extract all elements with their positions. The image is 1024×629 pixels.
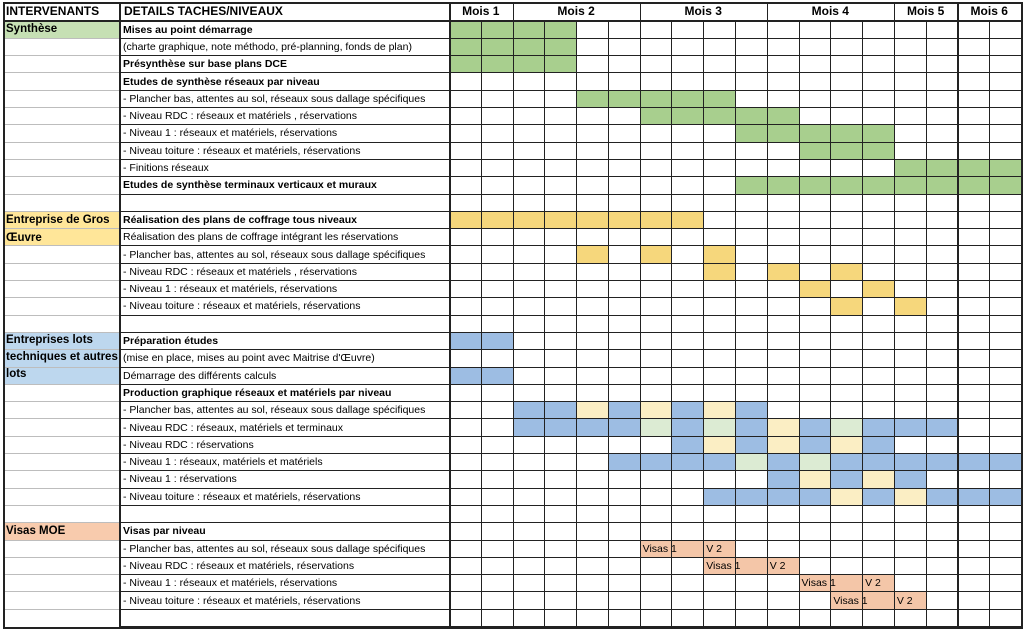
gantt-bar-cell	[513, 38, 545, 55]
task-label: - Niveau RDC : réseaux et matériels , réservations	[123, 110, 357, 123]
gantt-bar-cell	[926, 159, 958, 176]
gantt-bar-cell	[926, 488, 958, 505]
task-label: - Niveau RDC : réseaux et matériels , réservations	[123, 265, 357, 278]
grid-hline	[119, 401, 1021, 402]
gantt-bar-cell	[671, 419, 703, 436]
grid-hline	[3, 453, 119, 454]
grid-vline	[3, 2, 5, 629]
grid-hline	[119, 609, 1021, 610]
gantt-bar-cell	[894, 298, 926, 315]
gantt-bar-cell	[894, 471, 926, 488]
gantt-bar-cell	[608, 90, 640, 107]
task-label: - Niveau RDC : réservations	[123, 438, 254, 451]
gantt-bar-cell	[830, 488, 862, 505]
gantt-bar-cell	[671, 90, 703, 107]
grid-vline	[513, 2, 515, 627]
grid-vline	[926, 21, 927, 627]
gantt-bar-cell	[767, 177, 799, 194]
gantt-bar-cell	[449, 367, 481, 384]
gantt-bar-cell	[608, 419, 640, 436]
grid-hline	[119, 384, 1021, 385]
gantt-bar-cell	[830, 263, 862, 280]
grid-hline	[3, 367, 119, 368]
grid-hline	[119, 194, 1021, 195]
gantt-bar-cell	[735, 402, 767, 419]
grid-hline	[3, 557, 119, 558]
task-label	[120, 316, 448, 332]
gantt-bar-cell	[481, 211, 513, 228]
gantt-bar-cell	[767, 125, 799, 142]
grid-hline	[119, 297, 1021, 298]
month-3-header: Mois 3	[684, 4, 722, 18]
role-gros-oeuvre: Entreprise de Gros Œuvre	[3, 211, 119, 246]
gantt-bar-cell	[449, 332, 481, 349]
gantt-bar-cell	[830, 419, 862, 436]
gantt-bar-cell	[830, 177, 862, 194]
gantt-bar-cell	[862, 125, 894, 142]
gantt-bar-cell	[799, 488, 831, 505]
grid-vline	[576, 21, 577, 627]
grid-vline	[640, 2, 642, 627]
task-label: Visas par niveau	[123, 525, 206, 538]
gantt-bar-cell	[703, 246, 735, 263]
grid-vline	[608, 21, 609, 627]
gantt-bar-cell	[735, 436, 767, 453]
gantt-bar-cell	[862, 419, 894, 436]
gantt-bar-cell	[735, 125, 767, 142]
gantt-bar-cell	[671, 108, 703, 125]
role-visas-moe: Visas MOE	[3, 523, 119, 540]
grid-hline	[119, 540, 1021, 541]
gantt-bar-cell	[671, 454, 703, 471]
grid-hline	[119, 72, 1021, 73]
gantt-bar-cell	[735, 454, 767, 471]
gantt-bar-cell	[640, 90, 672, 107]
gantt-bar-cell	[957, 454, 989, 471]
task-label: - Niveau RDC : réseaux, matériels et terminaux	[123, 421, 343, 434]
role-synthese: Synthèse	[3, 21, 119, 38]
gantt-bar-cell	[926, 419, 958, 436]
grid-vline	[703, 21, 704, 627]
task-label: - Niveau toiture : réseaux et matériels, réservations	[123, 144, 361, 157]
gantt-bar-cell	[449, 211, 481, 228]
grid-hline	[119, 107, 1021, 108]
grid-hline	[3, 228, 119, 229]
gantt-bar-cell	[735, 177, 767, 194]
gantt-bar-cell	[544, 21, 576, 38]
task-label: (charte graphique, note méthodo, pré-planning, fonds de plan)	[123, 40, 412, 53]
grid-hline	[119, 488, 1021, 489]
task-label: - Niveau 1 : réseaux, matériels et matériels	[123, 456, 323, 469]
grid-hline	[3, 263, 119, 264]
gantt-bar-cell	[703, 90, 735, 107]
gantt-bar-cell	[767, 263, 799, 280]
gantt-bar-cell	[640, 419, 672, 436]
gantt-bar-cell	[481, 38, 513, 55]
gantt-bar-cell	[767, 471, 799, 488]
gantt-bar-cell	[544, 419, 576, 436]
task-label: Présynthèse sur base plans DCE	[123, 58, 287, 71]
grid-hline	[3, 194, 119, 195]
gantt-bar-cell	[640, 454, 672, 471]
grid-hline	[3, 38, 119, 39]
gantt-bar-cell	[608, 454, 640, 471]
grid-hline	[119, 280, 1021, 281]
gantt-bar-cell	[481, 56, 513, 73]
gantt-bar-cell	[481, 332, 513, 349]
grid-hline	[119, 418, 1021, 419]
gantt-bar-cell	[449, 56, 481, 73]
gantt-bar-cell	[799, 142, 831, 159]
gantt-bar-cell	[544, 402, 576, 419]
gantt-bar-cell	[799, 454, 831, 471]
visa-bar-label: V 2	[769, 559, 786, 572]
gantt-bar-cell	[894, 488, 926, 505]
grid-hline	[119, 263, 1021, 264]
gantt-bar-cell	[671, 402, 703, 419]
role-lots-techniques: Entreprises lots techniques et autres lots	[3, 332, 119, 384]
task-label	[120, 506, 448, 522]
task-label: Réalisation des plans de coffrage tous niveaux	[123, 213, 357, 226]
grid-vline	[862, 21, 863, 627]
grid-hline	[3, 384, 119, 385]
gantt-bar-cell	[830, 471, 862, 488]
task-label: - Niveau 1 : réseaux et matériels, réservations	[123, 577, 338, 590]
gantt-bar-cell	[735, 488, 767, 505]
task-label: - Plancher bas, attentes au sol, réseaux sous dallage spécifiques	[123, 542, 426, 555]
grid-hline	[3, 574, 119, 575]
task-label: Mises au point démarrage	[123, 23, 253, 36]
gantt-bar-cell	[767, 488, 799, 505]
gantt-bar-cell	[449, 21, 481, 38]
gantt-bar-cell	[830, 436, 862, 453]
grid-hline	[119, 211, 1021, 212]
gantt-bar-cell	[767, 108, 799, 125]
gantt-bar-cell	[799, 125, 831, 142]
grid-hline	[119, 505, 1021, 506]
grid-hline	[3, 245, 119, 246]
gantt-bar-cell	[449, 38, 481, 55]
grid-hline	[119, 557, 1021, 558]
task-label: - Niveau toiture : réseaux et matériels, réservations	[123, 300, 361, 313]
grid-hline	[119, 315, 1021, 316]
grid-hline	[119, 90, 1021, 91]
task-label: Production graphique réseaux et matériels par niveau	[123, 386, 392, 399]
grid-vline	[767, 2, 769, 627]
gantt-bar-cell	[608, 402, 640, 419]
grid-hline	[3, 297, 119, 298]
month-6-header: Mois 6	[970, 4, 1008, 18]
grid-hline	[3, 470, 119, 471]
grid-hline	[3, 401, 119, 402]
grid-hline	[119, 176, 1021, 177]
grid-hline	[3, 332, 119, 333]
gantt-bar-cell	[957, 177, 989, 194]
visa-bar-label: V 2	[865, 577, 881, 590]
gantt-bar-cell	[862, 488, 894, 505]
grid-hline	[3, 418, 119, 419]
grid-hline	[119, 332, 1021, 333]
grid-hline	[3, 72, 119, 73]
task-label: - Niveau toiture : réseaux et matériels, réservations	[123, 594, 361, 607]
gantt-bar-cell	[576, 402, 608, 419]
grid-hline	[119, 142, 1021, 143]
grid-hline	[119, 367, 1021, 368]
month-1-header: Mois 1	[462, 4, 500, 18]
gantt-bar-cell	[767, 436, 799, 453]
gantt-bar-cell	[703, 108, 735, 125]
grid-vline	[735, 21, 736, 627]
grid-hline	[119, 453, 1021, 454]
gantt-bar-cell	[767, 419, 799, 436]
gantt-bar-cell	[544, 56, 576, 73]
grid-vline	[449, 2, 451, 629]
grid-vline	[830, 21, 831, 627]
gantt-bar-cell	[640, 211, 672, 228]
grid-hline	[119, 349, 1021, 350]
gantt-bar-cell	[640, 402, 672, 419]
grid-hline	[119, 159, 1021, 160]
grid-vline	[119, 2, 121, 629]
grid-hline	[3, 591, 119, 592]
gantt-bar-cell	[608, 211, 640, 228]
gantt-bar-cell	[576, 90, 608, 107]
grid-hline	[119, 55, 1021, 56]
gantt-bar-cell	[830, 298, 862, 315]
header-intervenants: INTERVENANTS	[6, 4, 100, 18]
task-label: - Niveau 1 : réseaux et matériels, réservations	[123, 283, 338, 296]
gantt-bar-cell	[926, 454, 958, 471]
grid-vline	[989, 21, 990, 627]
gantt-bar-cell	[862, 177, 894, 194]
task-label: - Niveau 1 : réseaux et matériels, réservations	[123, 127, 338, 140]
gantt-bar-cell	[513, 419, 545, 436]
grid-hline	[3, 107, 119, 108]
task-label	[120, 610, 448, 626]
gantt-bar-cell	[513, 402, 545, 419]
gantt-bar-cell	[703, 402, 735, 419]
header-details: DETAILS TACHES/NIVEAUX	[124, 4, 283, 18]
grid-hline	[3, 349, 119, 350]
grid-hline	[119, 38, 1021, 39]
gantt-bar-cell	[735, 419, 767, 436]
grid-vline	[894, 2, 896, 627]
gantt-bar-cell	[894, 159, 926, 176]
gantt-bar-cell	[640, 246, 672, 263]
gantt-bar-cell	[989, 159, 1021, 176]
gantt-bar-cell	[989, 177, 1021, 194]
grid-vline	[544, 21, 545, 627]
visa-bar-label: V 2	[706, 542, 722, 555]
task-label: Etudes de synthèse terminaux verticaux et muraux	[123, 179, 377, 192]
gantt-bar-cell	[957, 159, 989, 176]
gantt-bar-cell	[703, 419, 735, 436]
gantt-bar-cell	[989, 454, 1021, 471]
gantt-bar-cell	[640, 108, 672, 125]
task-label: - Finitions réseaux	[123, 162, 209, 174]
gantt-bar-cell	[957, 488, 989, 505]
gantt-bar-cell	[894, 419, 926, 436]
task-label: Réalisation des plans de coffrage intégrant les réservations	[123, 231, 399, 244]
gantt-bar-cell	[830, 125, 862, 142]
grid-vline	[671, 21, 672, 627]
gantt-bar-cell	[799, 177, 831, 194]
task-label: Préparation études	[123, 335, 219, 347]
gantt-bar-cell	[767, 454, 799, 471]
grid-hline	[3, 488, 119, 489]
gantt-bar-cell	[862, 281, 894, 298]
gantt-bar-cell	[671, 211, 703, 228]
task-label: - Plancher bas, attentes au sol, réseaux sous dallage spécifiques	[123, 92, 426, 105]
gantt-bar-cell	[513, 56, 545, 73]
task-label: - Niveau toiture : réseaux et matériels, réservations	[123, 490, 361, 503]
gantt-bar-cell	[989, 488, 1021, 505]
gantt-bar-cell	[513, 211, 545, 228]
task-label: (mise en place, mises au point avec Maitrise d'Œuvre)	[123, 352, 375, 365]
gantt-bar-cell	[576, 246, 608, 263]
gantt-bar-cell	[544, 38, 576, 55]
visa-bar-label: Visas 1	[642, 542, 677, 555]
grid-hline	[3, 124, 119, 125]
gantt-bar-cell	[799, 436, 831, 453]
grid-hline	[3, 55, 119, 56]
grid-hline	[3, 159, 119, 160]
grid-hline	[119, 228, 1021, 229]
grid-vline	[957, 2, 959, 627]
gantt-bar-cell	[735, 108, 767, 125]
grid-hline	[3, 142, 119, 143]
month-5-header: Mois 5	[906, 4, 945, 18]
visa-bar-label: Visas 1	[833, 594, 868, 607]
gantt-bar-cell	[926, 177, 958, 194]
gantt-bar-cell	[862, 436, 894, 453]
grid-hline	[119, 245, 1021, 246]
gantt-bar-cell	[830, 142, 862, 159]
grid-hline	[119, 522, 1021, 523]
grid-vline	[481, 21, 482, 627]
gantt-bar-cell	[799, 471, 831, 488]
grid-vline	[1021, 2, 1023, 629]
gantt-bar-cell	[703, 436, 735, 453]
task-label: Démarrage des différents calculs	[123, 369, 277, 382]
grid-hline	[3, 280, 119, 281]
grid-hline	[119, 470, 1021, 471]
task-label: - Plancher bas, attentes au sol, réseaux sous dallage spécifiques	[123, 248, 426, 261]
gantt-bar-cell	[862, 454, 894, 471]
gantt-bar-cell	[576, 419, 608, 436]
task-label: Etudes de synthèse réseaux par niveau	[123, 75, 320, 88]
task-label	[120, 195, 448, 211]
grid-hline	[3, 505, 119, 506]
gantt-bar-cell	[862, 471, 894, 488]
visa-bar-label: V 2	[896, 594, 913, 607]
gantt-bar-cell	[862, 142, 894, 159]
task-label: - Niveau 1 : réservations	[123, 473, 237, 486]
gantt-bar-cell	[576, 211, 608, 228]
month-2-header: Mois 2	[557, 4, 595, 18]
grid-hline	[3, 436, 119, 437]
grid-hline	[3, 627, 1021, 629]
grid-vline	[799, 21, 800, 627]
gantt-bar-cell	[799, 419, 831, 436]
gantt-bar-cell	[481, 367, 513, 384]
grid-hline	[3, 522, 119, 523]
gantt-bar-cell	[830, 454, 862, 471]
task-label: - Niveau RDC : réseaux et matériels, réservations	[123, 559, 355, 572]
grid-hline	[119, 124, 1021, 125]
gantt-bar-cell	[799, 281, 831, 298]
grid-hline	[3, 540, 119, 541]
gantt-bar-cell	[894, 177, 926, 194]
grid-hline	[3, 176, 119, 177]
grid-hline	[3, 90, 119, 91]
gantt-bar-cell	[544, 211, 576, 228]
gantt-bar-cell	[513, 21, 545, 38]
gantt-bar-cell	[703, 488, 735, 505]
grid-hline	[3, 315, 119, 316]
task-label: - Plancher bas, attentes au sol, réseaux sous dallage spécifiques	[123, 404, 426, 417]
visa-bar-label: Visas 1	[801, 577, 836, 590]
gantt-bar-cell	[894, 454, 926, 471]
gantt-bar-cell	[481, 21, 513, 38]
gantt-bar-cell	[671, 436, 703, 453]
grid-hline	[119, 436, 1021, 437]
month-4-header: Mois 4	[811, 4, 849, 18]
grid-hline	[3, 609, 119, 610]
gantt-bar-cell	[703, 454, 735, 471]
grid-hline	[3, 211, 119, 212]
visa-bar-label: Visas 1	[706, 559, 741, 572]
gantt-bar-cell	[703, 263, 735, 280]
